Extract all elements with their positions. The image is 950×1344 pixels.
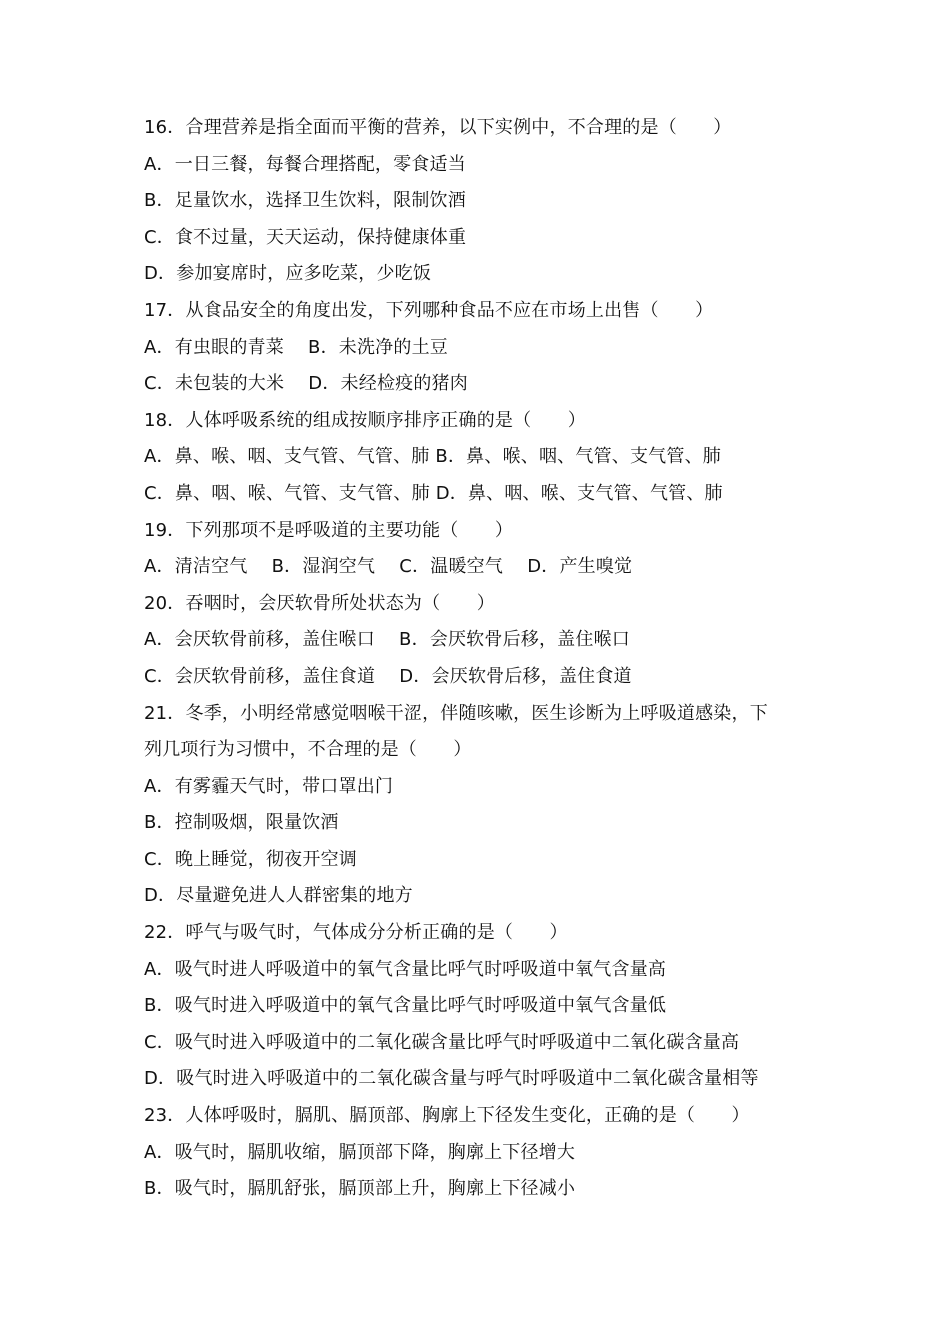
question-22-option-c: C．吸气时进入呼吸道中的二氧化碳含量比呼气时呼吸道中二氧化碳含量高 [144, 1031, 740, 1053]
question-22-option-b: B．吸气时进入呼吸道中的氧气含量比呼气时呼吸道中氧气含量低 [144, 995, 667, 1017]
question-17-options-ab: A．有虫眼的青菜 B．未洗净的土豆 [144, 336, 448, 358]
question-22-stem: 22．呼气与吸气时，气体成分分析正确的是（ ） [144, 922, 568, 944]
question-23-stem: 23．人体呼吸时，膈肌、膈顶部、胸廓上下径发生变化，正确的是（ ） [144, 1105, 750, 1127]
question-19-stem: 19．下列那项不是呼吸道的主要功能（ ） [144, 519, 514, 541]
question-19-options: A．清洁空气 B．湿润空气 C．温暖空气 D．产生嗅觉 [144, 556, 633, 578]
question-18-options-ab: A．鼻、喉、咽、支气管、气管、肺 B．鼻、喉、咽、气管、支气管、肺 [144, 446, 721, 468]
question-16-option-d: D．参加宴席时，应多吃菜，少吃饭 [144, 263, 432, 285]
question-18-stem: 18．人体呼吸系统的组成按顺序排序正确的是（ ） [144, 409, 586, 431]
question-21-option-d: D．尽量避免进人人群密集的地方 [144, 885, 413, 907]
question-23-option-a: A．吸气时，膈肌收缩，膈顶部下降，胸廓上下径增大 [144, 1141, 576, 1163]
question-20-options-cd: C．会厌软骨前移，盖住食道 D．会厌软骨后移，盖住食道 [144, 665, 632, 687]
question-21-option-a: A．有雾霾天气时，带口罩出门 [144, 775, 394, 797]
question-16-option-b: B．足量饮水，选择卫生饮料，限制饮酒 [144, 190, 466, 212]
question-21-option-b: B．控制吸烟，限量饮酒 [144, 812, 339, 834]
question-17-stem: 17．从食品安全的角度出发，下列哪种食品不应在市场上出售（ ） [144, 299, 714, 321]
question-20-stem: 20．吞咽时，会厌软骨所处状态为（ ） [144, 592, 495, 614]
question-21-stem-line2: 列几项行为习惯中，不合理的是（ ） [144, 739, 472, 761]
question-22-option-d: D．吸气时进入呼吸道中的二氧化碳含量与呼气时呼吸道中二氧化碳含量相等 [144, 1068, 759, 1090]
question-list [144, 110, 824, 1208]
question-21-option-c: C．晚上睡觉，彻夜开空调 [144, 848, 357, 870]
question-21-stem-line1: 21．冬季，小明经常感觉咽喉干涩，伴随咳嗽，医生诊断为上呼吸道感染，下 [144, 702, 768, 724]
question-16-stem: 16．合理营养是指全面而平衡的营养，以下实例中，不合理的是（ ） [144, 117, 732, 138]
question-23-option-b: B．吸气时，膈肌舒张，膈顶部上升，胸廓上下径减小 [144, 1178, 576, 1200]
question-18-options-cd: C．鼻、咽、喉、气管、支气管、肺 D．鼻、咽、喉、支气管、气管、肺 [144, 482, 723, 504]
question-16-option-c: C．食不过量，天天运动，保持健康体重 [144, 226, 467, 248]
question-20-options-ab: A．会厌软骨前移，盖住喉口 B．会厌软骨后移，盖住喉口 [144, 629, 630, 651]
question-22-option-a: A．吸气时进人呼吸道中的氧气含量比呼气时呼吸道中氧气含量高 [144, 958, 667, 980]
question-17-options-cd: C．未包装的大米 D．未经检疫的猪肉 [144, 373, 468, 395]
question-16-option-a: A．一日三餐，每餐合理搭配，零食适当 [144, 153, 466, 175]
